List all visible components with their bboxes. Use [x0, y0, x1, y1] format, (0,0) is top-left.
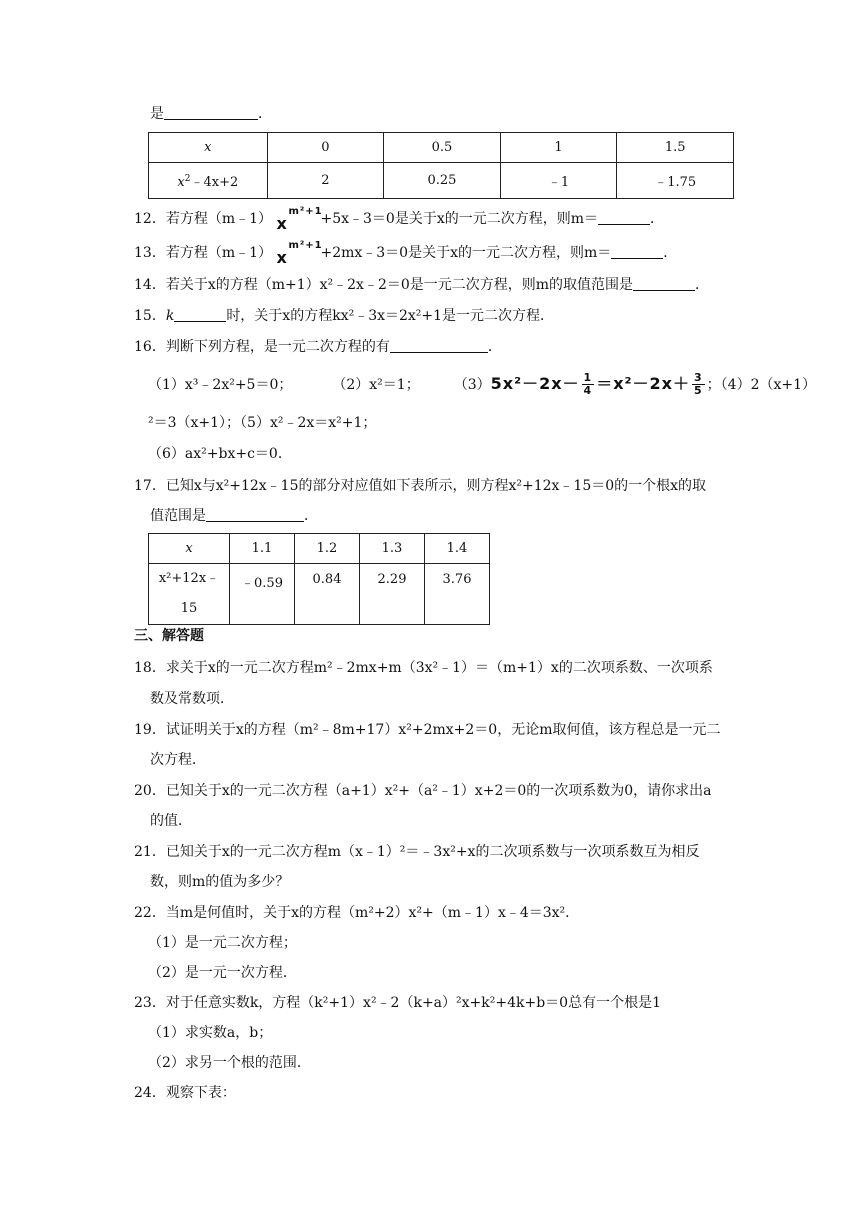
question-17-line2	[150, 506, 318, 526]
power-exponent: m²+1	[288, 240, 323, 251]
item-1: （1）x³﹣2x²+5＝0；	[148, 377, 293, 393]
table-cell: ﹣1.75	[617, 163, 734, 199]
question-text: 已知关于x的一元二次方程m（x﹣1）²＝﹣3x²+x的二次项系数与一次项系数互为相反	[165, 844, 700, 860]
question-12	[134, 206, 664, 233]
item-2: （2）x²＝1；	[332, 377, 420, 393]
question-text: ²＝3（x+1）；（5）x²﹣2x＝x²+1；	[148, 415, 377, 431]
power-expression	[276, 206, 323, 233]
table-cell: 0.84	[295, 564, 360, 625]
answer-blank[interactable]	[611, 244, 663, 259]
question-number: 15．	[134, 308, 166, 324]
question-16-items	[148, 372, 816, 397]
question-23	[134, 993, 661, 1013]
question-number: 21．	[134, 844, 166, 860]
question-18-line2	[150, 689, 234, 709]
question-number: 16．	[134, 339, 166, 355]
power-expression	[276, 240, 323, 267]
table-cell: 2	[267, 163, 384, 199]
row-label-exp: 2	[184, 174, 191, 184]
question-text: 已知x与x²+12x﹣15的部分对应值如下表所示，则方程x²+12x﹣15＝0的一个根x的取	[165, 478, 707, 494]
table-row	[149, 564, 490, 625]
question-18	[134, 658, 713, 678]
question-text: 试证明关于x的方程（m²﹣8m+17）x²+2mx+2＝0，无论m取何值，该方程总是一元二	[165, 722, 721, 738]
power-exponent: m²+1	[288, 206, 323, 217]
row-label-base: x	[177, 175, 185, 190]
question-number: 24．	[134, 1085, 166, 1101]
question-23-sub2	[148, 1053, 311, 1073]
equation-part: ＝x²－2x＋	[596, 374, 690, 393]
table-cell: 1.1	[230, 534, 295, 564]
table-row	[149, 133, 734, 163]
value-table-2	[148, 533, 490, 625]
table-cell: 1.3	[360, 534, 425, 564]
row-label-tail: ﹣4x+2	[190, 175, 239, 190]
question-number: 18．	[134, 660, 166, 676]
question-text: 若关于x的方程（m+1）x²﹣2x﹣2＝0是一元二次方程，则m的取值范围是	[165, 277, 634, 293]
fraction-numerator: 3	[694, 371, 703, 384]
sub-question: （2）求另一个根的范围．	[148, 1055, 311, 1071]
question-21	[134, 842, 699, 862]
value-table-1	[148, 132, 734, 199]
question-23-sub1	[148, 1023, 272, 1043]
question-text: 次方程．	[150, 752, 206, 768]
question-text: 若方程（m﹣1）	[165, 245, 273, 261]
question-text: 求关于x的一元二次方程m²﹣2mx+m（3x²﹣1）＝（m+1）x的二次项系数、一次项系	[165, 660, 713, 676]
question-number: 17．	[134, 478, 166, 494]
table-cell: 1.4	[425, 534, 490, 564]
question-22-sub1	[148, 933, 297, 953]
fraction-denominator: 5	[694, 384, 703, 397]
question-19-line2	[150, 750, 206, 770]
sub-question: （2）是一元一次方程．	[148, 965, 297, 981]
question-14	[134, 275, 709, 295]
question-text: 值范围是	[150, 508, 206, 524]
section-heading: 三、解答题	[134, 628, 204, 644]
table-cell: ﹣0.59	[230, 564, 295, 625]
fraction-numerator: 1	[583, 371, 593, 384]
item-3-label: （3）	[453, 377, 491, 393]
table-cell: 1.5	[617, 133, 734, 163]
table-cell: 2.29	[360, 564, 425, 625]
answer-blank[interactable]	[390, 338, 488, 353]
item-3-end: ；	[706, 377, 721, 393]
question-number: 22．	[134, 905, 166, 921]
question-text: 当m是何值时，关于x的方程（m²+2）x²+（m﹣1）x﹣4＝3x²．	[165, 905, 580, 921]
question-22-sub2	[148, 963, 297, 983]
question-number: 14．	[134, 277, 166, 293]
question-number: 19．	[134, 722, 166, 738]
question-21-line2	[150, 872, 289, 892]
question-text: k	[165, 308, 175, 324]
power-base: x	[276, 248, 288, 267]
table-cell: x	[149, 133, 268, 163]
equation-part: 5x²－2x－	[490, 374, 580, 393]
answer-blank[interactable]	[598, 210, 650, 225]
question-text: +2mx﹣3＝0是关于x的一元二次方程，则m＝	[320, 245, 612, 261]
row-label-line: x²+12x﹣	[158, 571, 220, 586]
item-3-equation	[490, 371, 707, 397]
table-cell: 0	[267, 133, 384, 163]
row-label-line: 15	[180, 601, 198, 616]
question-20-line2	[150, 811, 192, 831]
question-20	[134, 781, 712, 801]
question-19	[134, 720, 720, 740]
question-end: ．	[663, 245, 678, 261]
question-text: 观察下表：	[165, 1085, 236, 1101]
question-number: 12．	[134, 211, 166, 227]
question-24	[134, 1083, 236, 1103]
question-number: 13．	[134, 245, 166, 261]
question-13	[134, 240, 678, 267]
item-4: （4）2（x+1）	[720, 377, 817, 393]
table-cell: 0.25	[384, 163, 501, 199]
question-17	[134, 476, 706, 496]
answer-blank[interactable]	[633, 276, 695, 291]
question-text: 时，关于x的方程kx²﹣3x＝2x²+1是一元二次方程．	[226, 308, 555, 324]
question-number: 20．	[134, 783, 166, 799]
question-16-line2	[148, 413, 376, 433]
table-cell: x	[149, 534, 230, 564]
question-text: 数，则m的值为多少？	[150, 874, 290, 890]
question-text: +5x﹣3＝0是关于x的一元二次方程，则m＝	[320, 211, 598, 227]
table-cell: 1	[500, 133, 617, 163]
fraction	[692, 372, 705, 397]
table-cell: ﹣1	[500, 163, 617, 199]
top-line	[150, 104, 272, 124]
power-base: x	[276, 214, 288, 233]
question-text: 判断下列方程，是一元二次方程的有	[165, 339, 390, 355]
fraction	[582, 372, 595, 397]
sub-question: （1）是一元二次方程；	[148, 935, 297, 951]
question-16-line3	[148, 444, 292, 464]
top-suffix: ．	[258, 106, 272, 122]
top-prefix: 是	[150, 106, 164, 122]
question-text: 对于任意实数k，方程（k²+1）x²﹣2（k+a）²x+k²+4k+b＝0总有一个根是1	[165, 995, 661, 1011]
answer-blank[interactable]	[174, 307, 226, 322]
table-cell: 0.5	[384, 133, 501, 163]
answer-blank[interactable]	[164, 105, 258, 120]
table-row-label	[149, 564, 230, 625]
table-cell: 3.76	[425, 564, 490, 625]
question-end: ．	[487, 339, 502, 355]
question-text: （6）ax²+bx+c＝0．	[148, 446, 292, 462]
question-end: ．	[650, 211, 664, 227]
table-row	[149, 163, 734, 199]
question-22	[134, 903, 579, 923]
question-number: 23．	[134, 995, 166, 1011]
question-end: ．	[695, 277, 710, 293]
table-row	[149, 534, 490, 564]
table-cell: 1.2	[295, 534, 360, 564]
question-text: 的值．	[150, 813, 192, 829]
table-row-label	[149, 163, 268, 199]
answer-blank[interactable]	[206, 507, 304, 522]
question-16	[134, 337, 502, 357]
question-15	[134, 306, 554, 326]
question-text: 若方程（m﹣1）	[165, 211, 273, 227]
question-text: 已知关于x的一元二次方程（a+1）x²+（a²﹣1）x+2＝0的一次项系数为0，请你求出a	[165, 783, 712, 799]
sub-question: （1）求实数a，b；	[148, 1025, 273, 1041]
question-text: 数及常数项．	[150, 691, 234, 707]
fraction-denominator: 4	[583, 384, 593, 397]
question-end: ．	[304, 508, 318, 524]
